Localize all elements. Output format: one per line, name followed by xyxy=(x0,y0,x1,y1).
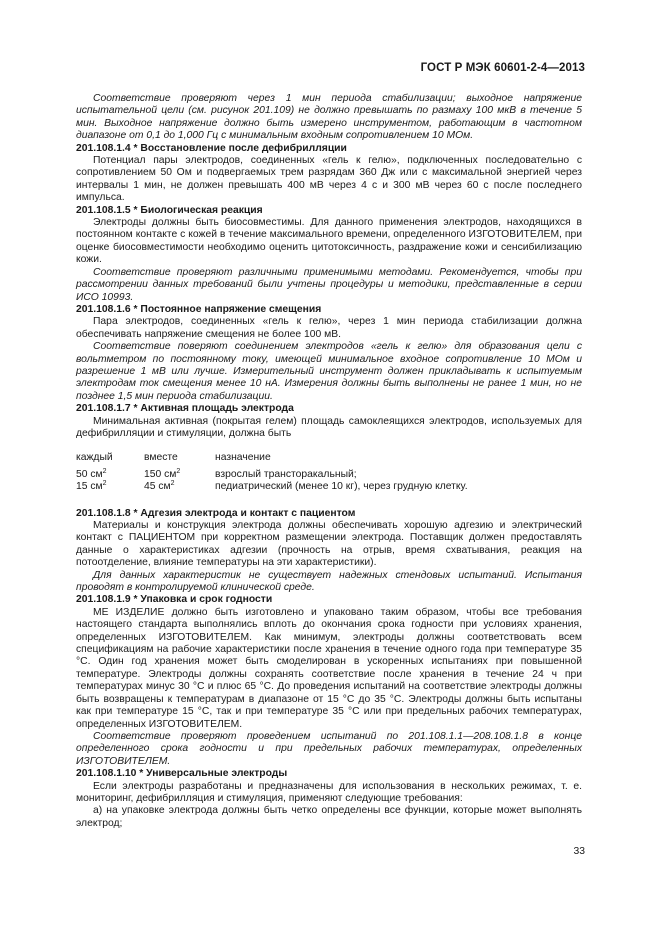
superscript: 2 xyxy=(102,480,107,488)
table-cell-purpose: взрослый трансторакальный; xyxy=(215,468,357,480)
table-header-each: каждый xyxy=(76,452,113,464)
heading-201-108-1-6: 201.108.1.6 * Постоянное напряжение смещения xyxy=(76,303,322,315)
superscript: 2 xyxy=(176,467,181,475)
table-header-purpose: назначение xyxy=(215,452,271,464)
value-text: 150 см xyxy=(144,468,177,480)
value-text: 50 см xyxy=(76,468,103,480)
table-row xyxy=(76,481,468,493)
heading-201-108-1-4: 201.108.1.4 * Восстановление после дефибрилляции xyxy=(76,142,347,154)
paragraph-universal-electrodes: Если электроды разработаны и предназначены для использования в нескольких режимах, т. е. мониторинг, дефибрилляция и стимуляция, применяют следующие требования: xyxy=(76,780,582,804)
spacer xyxy=(76,440,582,452)
superscript: 2 xyxy=(170,480,175,488)
heading-201-108-1-7: 201.108.1.7 * Активная площадь электрода xyxy=(76,403,294,415)
heading-201-108-1-9: 201.108.1.9 * Упаковка и срок годности xyxy=(76,594,273,606)
document-body xyxy=(76,93,582,830)
page-number: 33 xyxy=(573,846,585,857)
table-cell-together xyxy=(144,469,215,481)
table-header-row xyxy=(76,452,468,464)
table-cell-purpose: педиатрический (менее 10 кг), через грудную клетку. xyxy=(215,481,468,493)
paragraph-universal-electrodes-item-a: а) на упаковке электрода должны быть четко определены все функции, которые может выполнять электрод; xyxy=(76,805,582,829)
table-cell-together xyxy=(144,481,215,493)
paragraph-adhesion: Материалы и конструкция электрода должны обеспечивать хорошую адгезию и электрический контакт с ПАЦИЕНТОМ при корректном размещении электрода. Поставщик должен предоставлять данные о характеристиках адгезии (прочность на отрыв, время схватывания, реакция на потоотделение, влияние температуры на эти характеристики). xyxy=(76,520,582,569)
table-header-together: вместе xyxy=(144,452,178,464)
heading-201-108-1-5: 201.108.1.5 * Биологическая реакция xyxy=(76,204,263,216)
heading-201-108-1-8: 201.108.1.8 * Адгезия электрода и контакт с пациентом xyxy=(76,507,356,519)
electrode-area-table xyxy=(76,452,468,493)
value-text: 45 см xyxy=(144,481,171,493)
paragraph-defibrillation-recovery: Потенциал пары электродов, соединенных «гель к гелю», подключенных последовательно с сопротивлением 50 Ом и подвергаемых трем разрядам 360 Дж или с максимальной энергией через интервалы 1 мин, не должен превышать 400 мВ через 4 с и 300 мВ через 60 с после последнего импульса. xyxy=(76,155,582,204)
paragraph-active-area: Минимальная активная (покрытая гелем) площадь самоклеящихся электродов, используемых для дефибрилляции и стимуляции, должна быть xyxy=(76,415,582,439)
paragraph-biocompatibility: Электроды должны быть биосовместимы. Для данного применения электродов, находящихся в постоянном контакте с кожей в течение максимального времени, определенного ИЗГОТОВИТЕЛЕМ, при оценке биосовместимости необходимо оценить цитотоксичность, раздражение кожи и сенсибилизацию кожи. xyxy=(76,217,582,266)
paragraph-packaging-compliance: Соответствие проверяют проведением испытаний по 201.108.1.1—208.108.1.8 в конце определенного срока годности и при предельных рабочих температурах, определенных ИЗГОТОВИТЕЛЕМ. xyxy=(76,730,582,767)
paragraph-adhesion-compliance: Для данных характеристик не существует надежных стендовых испытаний. Испытания проводят в контролируемой клинической среде. xyxy=(76,569,582,594)
superscript: 2 xyxy=(102,467,107,475)
table-cell-each xyxy=(76,469,144,481)
spacer xyxy=(76,494,582,508)
paragraph-offset-voltage: Пара электродов, соединенных «гель к гелю», через 1 мин периода стабилизации должна обеспечивать напряжение смещения не более 100 мВ. xyxy=(76,316,582,340)
paragraph-biocompatibility-compliance: Соответствие проверяют различными применимыми методами. Рекомендуется, чтобы при рассмотрении данных требований были учтены процедуры и методики, представленные в серии ИСО 10993. xyxy=(76,266,582,303)
table-row xyxy=(76,469,468,481)
heading-201-108-1-10: 201.108.1.10 * Универсальные электроды xyxy=(76,768,288,780)
paragraph-compliance-intro: Соответствие проверяют через 1 мин периода стабилизации; выходное напряжение испытательной цели (см. рисунок 201.109) не должно превышать по размаху 100 мкВ в течение 5 мин. Выходное напряжение должно быть измерено инструментом, работающим в частотном диапазоне от 0,1 до 1,000 Гц с минимальным входным сопротивлением 10 МОм. xyxy=(76,93,582,142)
paragraph-offset-voltage-compliance: Соответствие поверяют соединением электродов «гель к гелю» для образования цели с вольтметром по постоянному току, имеющей минимальное входное сопротивление 10 МОм и разрешение 1 мВ или лучше. Измерительный инструмент должен прикладывать к испытуемым электродам ток смещения менее 10 нА. Измерения должны быть выполнены не ранее 1 мин, но не позднее 1,5 мин периода стабилизации. xyxy=(76,341,582,402)
paragraph-packaging-shelf-life: МЕ ИЗДЕЛИЕ должно быть изготовлено и упаковано таким образом, чтобы все требования настоящего стандарта выполнялись вплоть до окончания срока годности при условиях хранения, определенных ИЗГОТОВИТЕЛЕМ. Как минимум, электроды должны соответствовать всем спецификациям на рабочие характеристики после хранения в течение одного года при температуре 35 °С. Один год хранения может быть смоделирован в ускоренных испытаниях при повышенной температуре. Электроды должны сохранять соответствие после хранения в течение 24 ч при температурах минус 30 °С и плюс 65 °С. До проведения испытаний на соответствие электроды должны быть возвращены к температурам в диапазоне от 15 °С до 35 °С. Электроды должны быть испытаны как при температуре 15 °С, так и при температуре 35 °С или при предельных рабочих температурах, определенных ИЗГОТОВИТЕЛЕМ. xyxy=(76,606,582,730)
value-text: 15 см xyxy=(76,481,103,493)
page-header-title: ГОСТ Р МЭК 60601-2-4—2013 xyxy=(420,62,585,74)
table-cell-each xyxy=(76,481,144,493)
